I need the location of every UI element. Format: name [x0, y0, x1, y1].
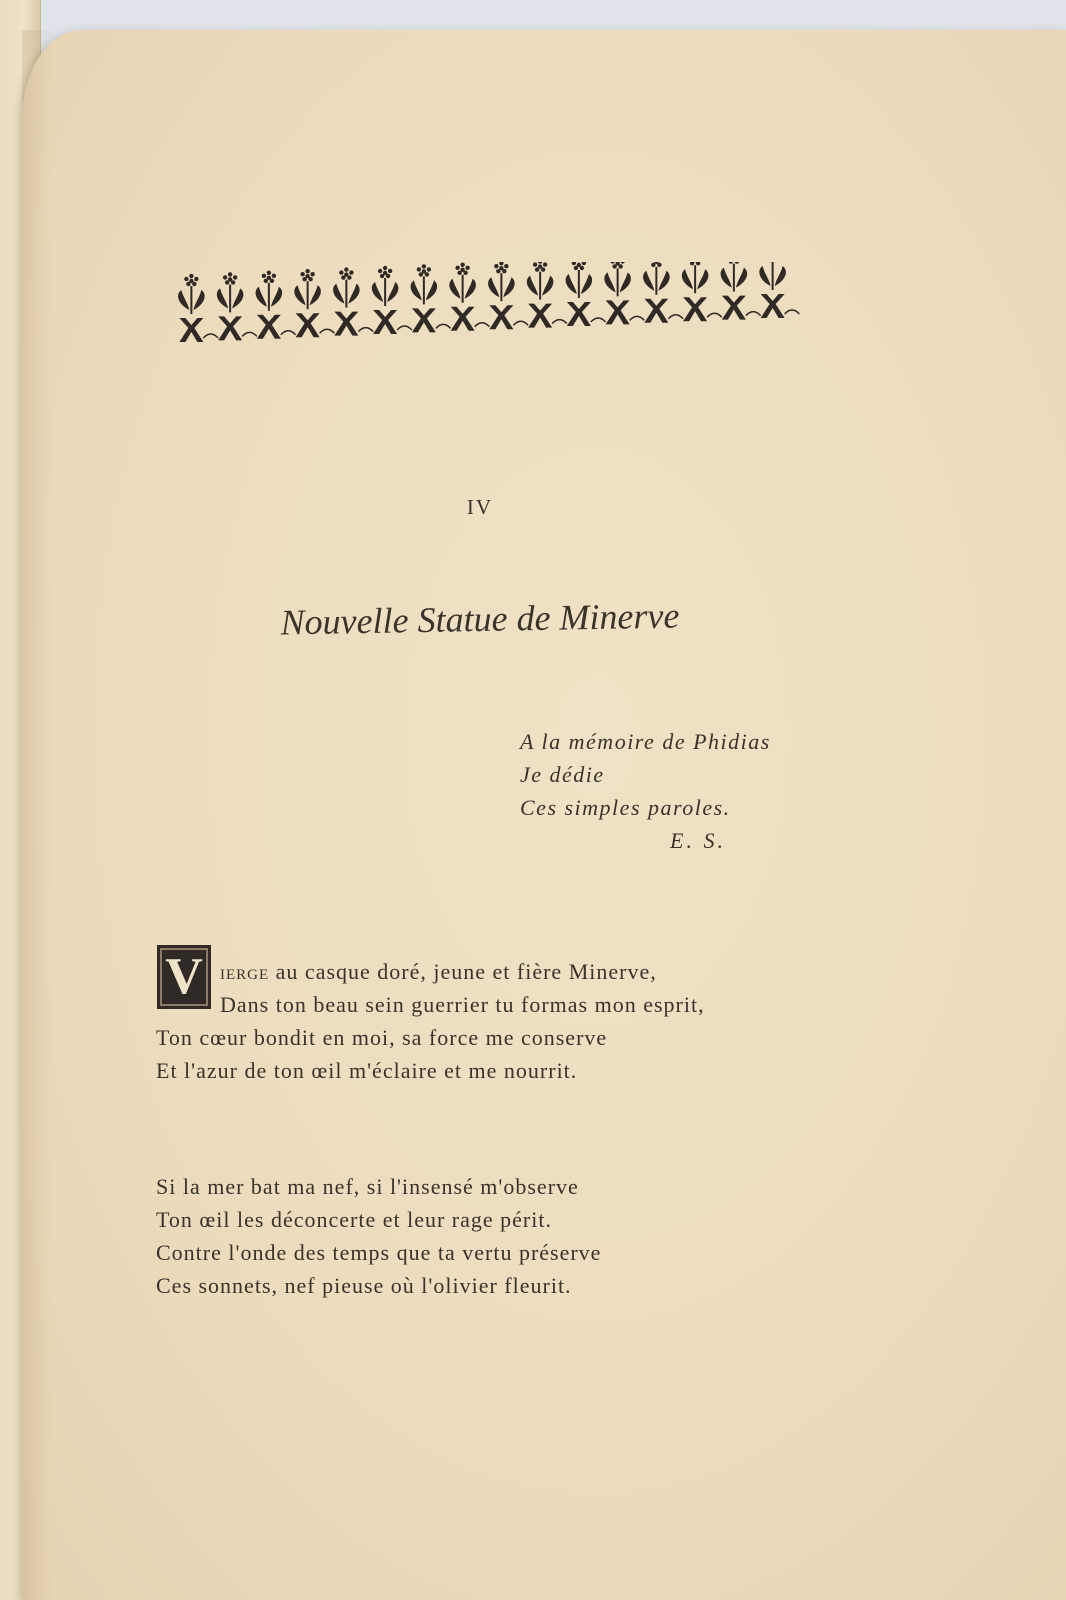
poem-title: Nouvelle Statue de Minerve	[280, 595, 680, 643]
chapter-number: IV	[466, 495, 494, 519]
verse-first-word-rest: ierge	[220, 959, 270, 984]
verse-line: Si la mer bat ma nef, si l'insensé m'observe	[156, 1174, 579, 1199]
dedication-line: Ces simples paroles.	[520, 795, 731, 820]
flower-motif-icon	[411, 264, 451, 332]
stanza-2	[156, 1170, 856, 1302]
verse-line-rest: au casque doré, jeune et fière Minerve,	[269, 959, 657, 984]
flower-motif-icon	[759, 262, 799, 318]
flower-motif-icon	[527, 262, 567, 328]
flower-motif-icon	[372, 266, 412, 334]
dedication-signature: E. S.	[670, 828, 726, 853]
flower-motif-icon	[682, 262, 722, 321]
stanza-1	[156, 955, 856, 1087]
verse-line: Et l'azur de ton œil m'éclaire et me nourrit.	[156, 1058, 578, 1083]
floral-ornament-band	[160, 262, 800, 372]
flower-motif-icon	[566, 262, 606, 326]
verse-line: Ton œil les déconcerte et leur rage périt.	[156, 1207, 552, 1232]
flower-motif-icon	[256, 271, 296, 339]
dedication-line: Je dédie	[520, 762, 605, 787]
verse-line: Dans ton beau sein guerrier tu formas mon esprit,	[220, 992, 705, 1017]
verse-line	[156, 955, 856, 988]
dedication-line: A la mémoire de Phidias	[520, 729, 771, 754]
dedication	[520, 725, 860, 857]
verse-line: Contre l'onde des temps que ta vertu préserve	[156, 1240, 602, 1265]
flower-motif-icon	[178, 274, 218, 342]
flower-motif-icon	[604, 262, 644, 324]
flower-motif-icon	[294, 269, 334, 337]
flower-motif-icon	[488, 262, 528, 329]
flower-motif-icon	[333, 267, 373, 335]
flower-motif-icon	[449, 263, 489, 331]
flower-motif-icon	[643, 262, 683, 323]
verse-line: Ces sonnets, nef pieuse où l'olivier fleurit.	[156, 1273, 572, 1298]
flower-motif-icon	[217, 272, 257, 340]
flower-motif-icon	[721, 262, 761, 320]
drop-cap-initial: V	[157, 945, 211, 1009]
verse-line: Ton cœur bondit en moi, sa force me conserve	[156, 1025, 608, 1050]
